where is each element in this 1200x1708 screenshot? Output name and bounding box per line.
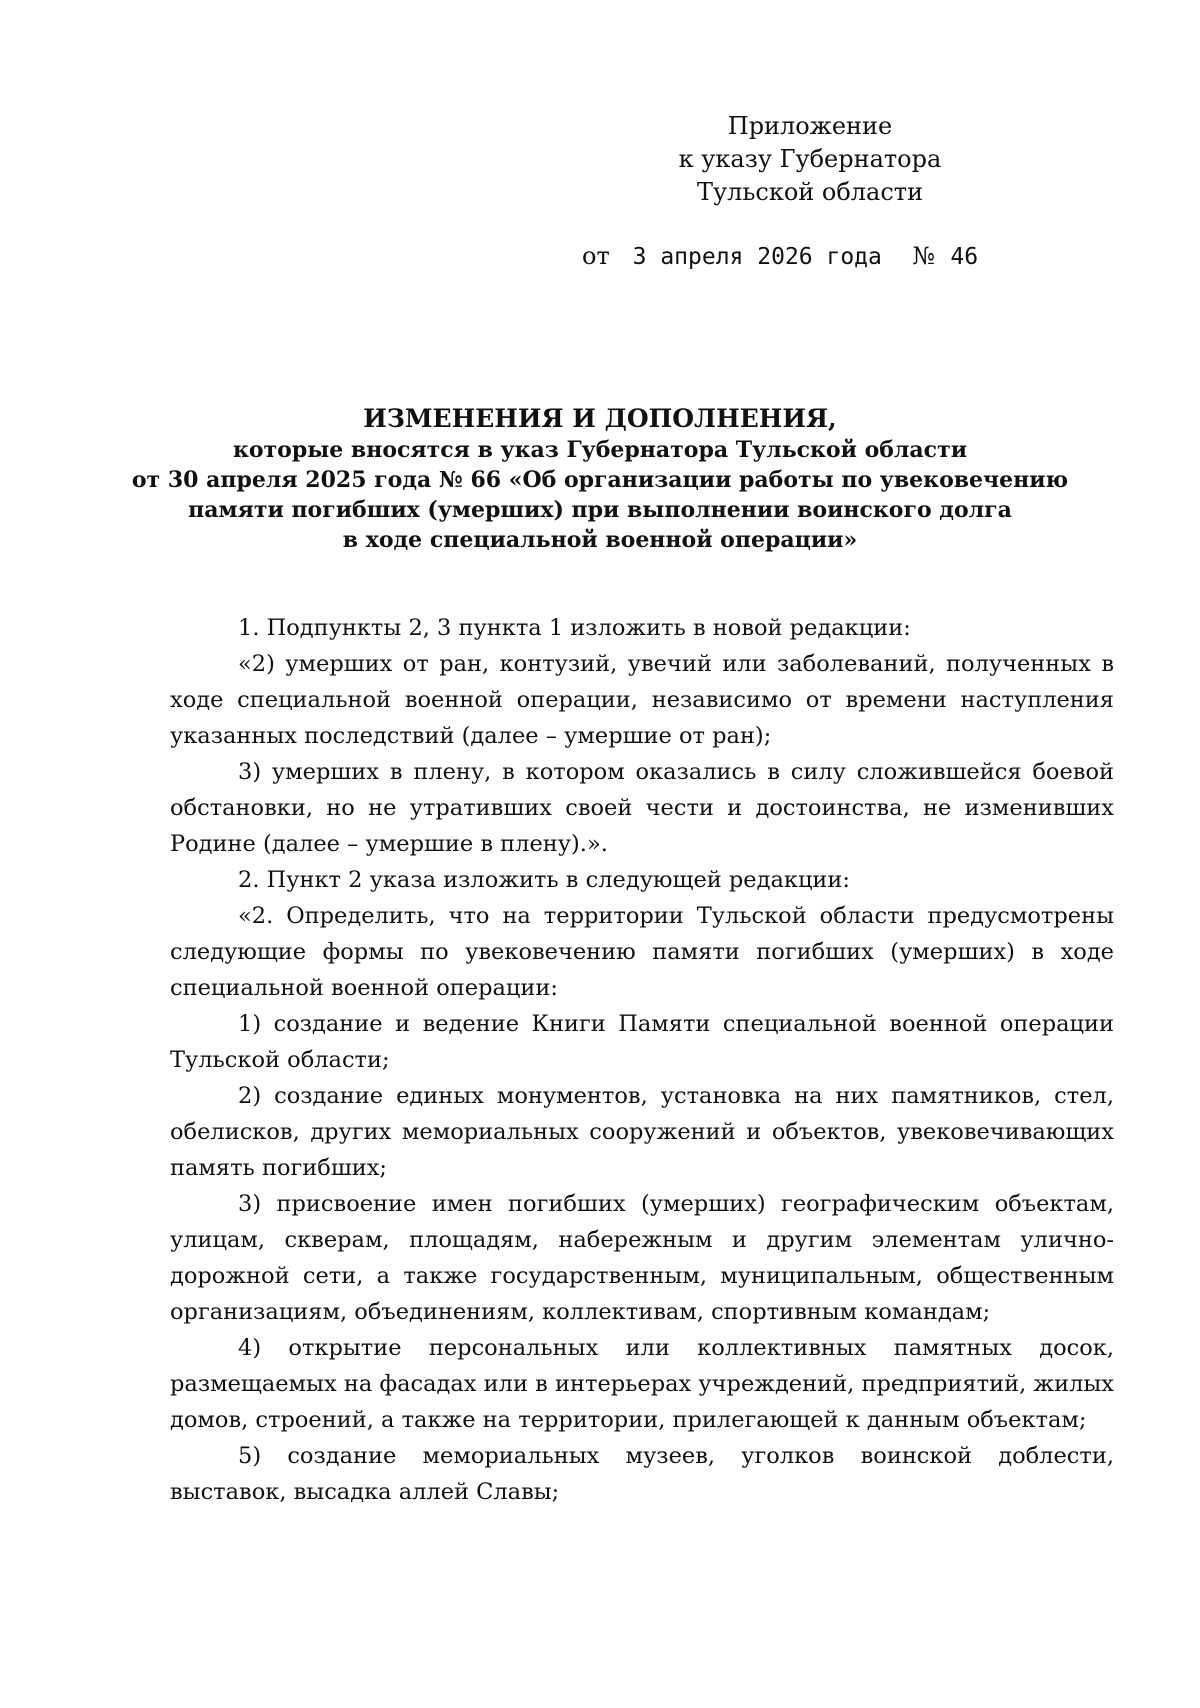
decree-date-line [582, 242, 978, 270]
paragraph: 3) умерших в плену, в котором оказались в силу сложившейся боевой обстановки, но не утративших своей чести и достоинства, не изменивших Родине (далее – умершие в плену).». [170, 759, 1114, 857]
heading-line-1: которые вносятся в указ Губернатора Тульской области [232, 437, 968, 463]
appendix-line-3: Тульской области [696, 178, 924, 206]
appendix-block [640, 110, 980, 209]
paragraph: 3) присвоение имен погибших (умерших) географическим объектам, улицам, скверам, площадям, набережным и другим элементам улично-дорожной сети, а также государственным, муниципальным, общественным организациям, объединениям, коллективам, спортивным командам; [170, 1191, 1114, 1325]
paragraph: 4) открытие персональных или коллективных памятных досок, размещаемых на фасадах или в интерьерах учреждений, предприятий, жилых домов, строений, а также на территории, прилегающей к данным объектам; [170, 1335, 1114, 1433]
heading-title: ИЗМЕНЕНИЯ И ДОПОЛНЕНИЯ, [363, 404, 837, 433]
decree-number: 46 [950, 244, 979, 270]
document-body [170, 610, 1114, 1510]
number-sign: № [912, 242, 936, 270]
date-prefix: от [582, 242, 610, 270]
paragraph: 5) создание мемориальных музеев, уголков воинской доблести, выставок, высадка аллей Славы; [170, 1443, 1114, 1505]
heading-line-2: от 30 апреля 2025 года № 66 «Об организации работы по увековечению [131, 467, 1069, 493]
heading-line-3: памяти погибших (умерших) при выполнении воинского долга [188, 497, 1012, 523]
paragraph: 1) создание и ведение Книги Памяти специальной военной операции Тульской области; [170, 1011, 1114, 1073]
heading-line-4: в ходе специальной военной операции» [342, 527, 858, 553]
appendix-line-1: Приложение [727, 112, 893, 140]
appendix-line-2: к указу Губернатора [678, 145, 942, 173]
paragraph: «2. Определить, что на территории Тульской области предусмотрены следующие формы по увековечению памяти погибших (умерших) в ходе специальной военной операции: [170, 903, 1114, 1001]
paragraph: 1. Подпункты 2, 3 пункта 1 изложить в новой редакции: [238, 615, 911, 641]
decree-date: 3 апреля 2026 года [632, 244, 882, 270]
paragraph: 2) создание единых монументов, установка на них памятников, стел, обелисков, других мемориальных сооружений и объектов, увековечивающих память погибших; [170, 1083, 1114, 1181]
paragraph: 2. Пункт 2 указа изложить в следующей редакции: [238, 867, 850, 893]
document-heading [130, 402, 1070, 555]
paragraph: «2) умерших от ран, контузий, увечий или заболеваний, полученных в ходе специальной военной операции, независимо от времени наступления указанных последствий (далее – умершие от ран); [170, 651, 1114, 749]
